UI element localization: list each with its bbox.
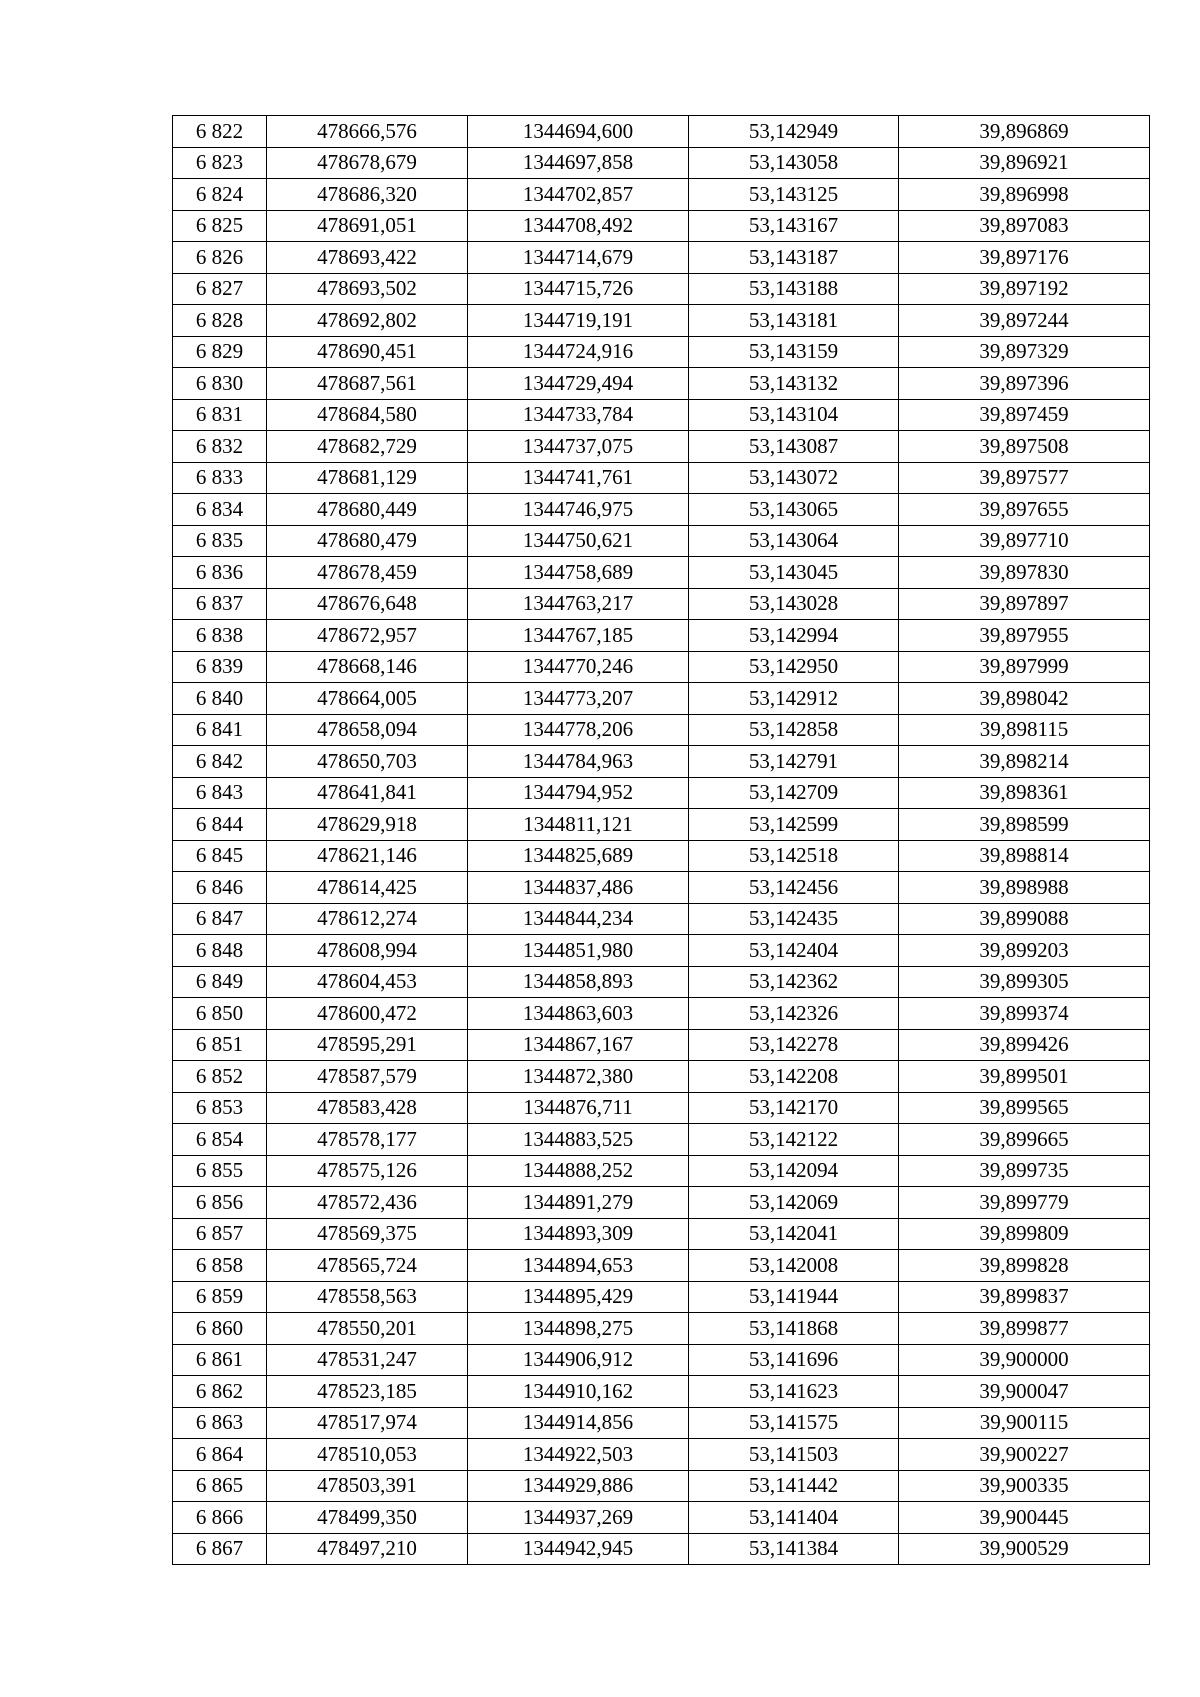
x-coordinate-cell: 478641,841 xyxy=(267,777,468,809)
x-coordinate-cell: 478691,051 xyxy=(267,210,468,242)
point-number-cell: 6 823 xyxy=(173,147,267,179)
y-coordinate-cell: 1344750,621 xyxy=(468,525,689,557)
table-row xyxy=(173,273,1150,305)
point-number-cell: 6 825 xyxy=(173,210,267,242)
point-number-cell: 6 860 xyxy=(173,1313,267,1345)
latitude-cell: 53,142362 xyxy=(689,966,899,998)
table-row xyxy=(173,683,1150,715)
latitude-cell: 53,142518 xyxy=(689,840,899,872)
longitude-cell: 39,899426 xyxy=(899,1029,1150,1061)
point-number-cell: 6 831 xyxy=(173,399,267,431)
latitude-cell: 53,143159 xyxy=(689,336,899,368)
point-number-cell: 6 848 xyxy=(173,935,267,967)
longitude-cell: 39,899203 xyxy=(899,935,1150,967)
latitude-cell: 53,143132 xyxy=(689,368,899,400)
x-coordinate-cell: 478608,994 xyxy=(267,935,468,967)
table-row xyxy=(173,494,1150,526)
longitude-cell: 39,897955 xyxy=(899,620,1150,652)
latitude-cell: 53,143064 xyxy=(689,525,899,557)
latitude-cell: 53,142435 xyxy=(689,903,899,935)
latitude-cell: 53,142404 xyxy=(689,935,899,967)
coordinates-table-body xyxy=(173,116,1150,1565)
point-number-cell: 6 867 xyxy=(173,1533,267,1565)
point-number-cell: 6 847 xyxy=(173,903,267,935)
point-number-cell: 6 861 xyxy=(173,1344,267,1376)
table-row xyxy=(173,179,1150,211)
table-row xyxy=(173,1029,1150,1061)
longitude-cell: 39,898042 xyxy=(899,683,1150,715)
x-coordinate-cell: 478658,094 xyxy=(267,714,468,746)
latitude-cell: 53,142278 xyxy=(689,1029,899,1061)
x-coordinate-cell: 478672,957 xyxy=(267,620,468,652)
table-row xyxy=(173,872,1150,904)
point-number-cell: 6 846 xyxy=(173,872,267,904)
longitude-cell: 39,900047 xyxy=(899,1376,1150,1408)
table-row xyxy=(173,336,1150,368)
longitude-cell: 39,897999 xyxy=(899,651,1150,683)
latitude-cell: 53,143167 xyxy=(689,210,899,242)
latitude-cell: 53,143058 xyxy=(689,147,899,179)
point-number-cell: 6 836 xyxy=(173,557,267,589)
x-coordinate-cell: 478583,428 xyxy=(267,1092,468,1124)
point-number-cell: 6 829 xyxy=(173,336,267,368)
y-coordinate-cell: 1344898,275 xyxy=(468,1313,689,1345)
point-number-cell: 6 866 xyxy=(173,1502,267,1534)
longitude-cell: 39,896921 xyxy=(899,147,1150,179)
point-number-cell: 6 842 xyxy=(173,746,267,778)
latitude-cell: 53,142326 xyxy=(689,998,899,1030)
longitude-cell: 39,897897 xyxy=(899,588,1150,620)
y-coordinate-cell: 1344741,761 xyxy=(468,462,689,494)
x-coordinate-cell: 478682,729 xyxy=(267,431,468,463)
table-row xyxy=(173,1281,1150,1313)
latitude-cell: 53,142122 xyxy=(689,1124,899,1156)
latitude-cell: 53,141944 xyxy=(689,1281,899,1313)
longitude-cell: 39,900115 xyxy=(899,1407,1150,1439)
point-number-cell: 6 837 xyxy=(173,588,267,620)
x-coordinate-cell: 478680,479 xyxy=(267,525,468,557)
table-row xyxy=(173,116,1150,148)
y-coordinate-cell: 1344763,217 xyxy=(468,588,689,620)
latitude-cell: 53,142456 xyxy=(689,872,899,904)
longitude-cell: 39,898988 xyxy=(899,872,1150,904)
longitude-cell: 39,898361 xyxy=(899,777,1150,809)
y-coordinate-cell: 1344702,857 xyxy=(468,179,689,211)
x-coordinate-cell: 478678,679 xyxy=(267,147,468,179)
latitude-cell: 53,141384 xyxy=(689,1533,899,1565)
longitude-cell: 39,897244 xyxy=(899,305,1150,337)
table-row xyxy=(173,1218,1150,1250)
table-row xyxy=(173,714,1150,746)
longitude-cell: 39,897396 xyxy=(899,368,1150,400)
table-row xyxy=(173,777,1150,809)
y-coordinate-cell: 1344895,429 xyxy=(468,1281,689,1313)
table-row xyxy=(173,840,1150,872)
y-coordinate-cell: 1344758,689 xyxy=(468,557,689,589)
x-coordinate-cell: 478575,126 xyxy=(267,1155,468,1187)
x-coordinate-cell: 478497,210 xyxy=(267,1533,468,1565)
y-coordinate-cell: 1344724,916 xyxy=(468,336,689,368)
point-number-cell: 6 824 xyxy=(173,179,267,211)
longitude-cell: 39,896998 xyxy=(899,179,1150,211)
x-coordinate-cell: 478572,436 xyxy=(267,1187,468,1219)
y-coordinate-cell: 1344851,980 xyxy=(468,935,689,967)
x-coordinate-cell: 478690,451 xyxy=(267,336,468,368)
point-number-cell: 6 826 xyxy=(173,242,267,274)
point-number-cell: 6 862 xyxy=(173,1376,267,1408)
table-row xyxy=(173,1533,1150,1565)
x-coordinate-cell: 478666,576 xyxy=(267,116,468,148)
y-coordinate-cell: 1344929,886 xyxy=(468,1470,689,1502)
point-number-cell: 6 822 xyxy=(173,116,267,148)
x-coordinate-cell: 478693,422 xyxy=(267,242,468,274)
x-coordinate-cell: 478517,974 xyxy=(267,1407,468,1439)
table-row xyxy=(173,651,1150,683)
table-row xyxy=(173,935,1150,967)
latitude-cell: 53,143087 xyxy=(689,431,899,463)
table-row xyxy=(173,305,1150,337)
y-coordinate-cell: 1344719,191 xyxy=(468,305,689,337)
table-row xyxy=(173,903,1150,935)
latitude-cell: 53,141868 xyxy=(689,1313,899,1345)
table-row xyxy=(173,746,1150,778)
table-row xyxy=(173,399,1150,431)
longitude-cell: 39,900000 xyxy=(899,1344,1150,1376)
table-row xyxy=(173,462,1150,494)
y-coordinate-cell: 1344708,492 xyxy=(468,210,689,242)
table-row xyxy=(173,1187,1150,1219)
latitude-cell: 53,142949 xyxy=(689,116,899,148)
point-number-cell: 6 844 xyxy=(173,809,267,841)
y-coordinate-cell: 1344867,167 xyxy=(468,1029,689,1061)
x-coordinate-cell: 478687,561 xyxy=(267,368,468,400)
latitude-cell: 53,143181 xyxy=(689,305,899,337)
longitude-cell: 39,899088 xyxy=(899,903,1150,935)
point-number-cell: 6 850 xyxy=(173,998,267,1030)
latitude-cell: 53,142008 xyxy=(689,1250,899,1282)
latitude-cell: 53,143065 xyxy=(689,494,899,526)
point-number-cell: 6 863 xyxy=(173,1407,267,1439)
y-coordinate-cell: 1344794,952 xyxy=(468,777,689,809)
point-number-cell: 6 832 xyxy=(173,431,267,463)
point-number-cell: 6 833 xyxy=(173,462,267,494)
longitude-cell: 39,899809 xyxy=(899,1218,1150,1250)
table-row xyxy=(173,1407,1150,1439)
latitude-cell: 53,142170 xyxy=(689,1092,899,1124)
x-coordinate-cell: 478531,247 xyxy=(267,1344,468,1376)
longitude-cell: 39,899837 xyxy=(899,1281,1150,1313)
y-coordinate-cell: 1344737,075 xyxy=(468,431,689,463)
point-number-cell: 6 841 xyxy=(173,714,267,746)
longitude-cell: 39,899501 xyxy=(899,1061,1150,1093)
y-coordinate-cell: 1344714,679 xyxy=(468,242,689,274)
x-coordinate-cell: 478678,459 xyxy=(267,557,468,589)
longitude-cell: 39,898814 xyxy=(899,840,1150,872)
latitude-cell: 53,141503 xyxy=(689,1439,899,1471)
latitude-cell: 53,142069 xyxy=(689,1187,899,1219)
x-coordinate-cell: 478499,350 xyxy=(267,1502,468,1534)
longitude-cell: 39,897830 xyxy=(899,557,1150,589)
y-coordinate-cell: 1344694,600 xyxy=(468,116,689,148)
point-number-cell: 6 834 xyxy=(173,494,267,526)
longitude-cell: 39,900227 xyxy=(899,1439,1150,1471)
y-coordinate-cell: 1344872,380 xyxy=(468,1061,689,1093)
y-coordinate-cell: 1344914,856 xyxy=(468,1407,689,1439)
table-row xyxy=(173,1250,1150,1282)
table-row xyxy=(173,242,1150,274)
point-number-cell: 6 857 xyxy=(173,1218,267,1250)
table-row xyxy=(173,525,1150,557)
table-row xyxy=(173,1344,1150,1376)
x-coordinate-cell: 478565,724 xyxy=(267,1250,468,1282)
y-coordinate-cell: 1344888,252 xyxy=(468,1155,689,1187)
y-coordinate-cell: 1344733,784 xyxy=(468,399,689,431)
longitude-cell: 39,897192 xyxy=(899,273,1150,305)
table-row xyxy=(173,620,1150,652)
x-coordinate-cell: 478523,185 xyxy=(267,1376,468,1408)
point-number-cell: 6 839 xyxy=(173,651,267,683)
y-coordinate-cell: 1344729,494 xyxy=(468,368,689,400)
longitude-cell: 39,897459 xyxy=(899,399,1150,431)
latitude-cell: 53,142709 xyxy=(689,777,899,809)
y-coordinate-cell: 1344883,525 xyxy=(468,1124,689,1156)
x-coordinate-cell: 478595,291 xyxy=(267,1029,468,1061)
longitude-cell: 39,898214 xyxy=(899,746,1150,778)
table-row xyxy=(173,1124,1150,1156)
x-coordinate-cell: 478578,177 xyxy=(267,1124,468,1156)
y-coordinate-cell: 1344876,711 xyxy=(468,1092,689,1124)
longitude-cell: 39,900445 xyxy=(899,1502,1150,1534)
y-coordinate-cell: 1344844,234 xyxy=(468,903,689,935)
x-coordinate-cell: 478614,425 xyxy=(267,872,468,904)
table-row xyxy=(173,368,1150,400)
x-coordinate-cell: 478629,918 xyxy=(267,809,468,841)
longitude-cell: 39,897710 xyxy=(899,525,1150,557)
x-coordinate-cell: 478612,274 xyxy=(267,903,468,935)
point-number-cell: 6 828 xyxy=(173,305,267,337)
y-coordinate-cell: 1344825,689 xyxy=(468,840,689,872)
y-coordinate-cell: 1344942,945 xyxy=(468,1533,689,1565)
point-number-cell: 6 856 xyxy=(173,1187,267,1219)
point-number-cell: 6 849 xyxy=(173,966,267,998)
latitude-cell: 53,141404 xyxy=(689,1502,899,1534)
latitude-cell: 53,143045 xyxy=(689,557,899,589)
point-number-cell: 6 852 xyxy=(173,1061,267,1093)
point-number-cell: 6 853 xyxy=(173,1092,267,1124)
table-row xyxy=(173,1502,1150,1534)
longitude-cell: 39,899305 xyxy=(899,966,1150,998)
x-coordinate-cell: 478684,580 xyxy=(267,399,468,431)
table-row xyxy=(173,431,1150,463)
longitude-cell: 39,899565 xyxy=(899,1092,1150,1124)
longitude-cell: 39,899877 xyxy=(899,1313,1150,1345)
point-number-cell: 6 845 xyxy=(173,840,267,872)
x-coordinate-cell: 478569,375 xyxy=(267,1218,468,1250)
longitude-cell: 39,900335 xyxy=(899,1470,1150,1502)
latitude-cell: 53,142041 xyxy=(689,1218,899,1250)
table-row xyxy=(173,1470,1150,1502)
table-row xyxy=(173,1313,1150,1345)
table-row xyxy=(173,1439,1150,1471)
table-row xyxy=(173,588,1150,620)
point-number-cell: 6 854 xyxy=(173,1124,267,1156)
y-coordinate-cell: 1344863,603 xyxy=(468,998,689,1030)
x-coordinate-cell: 478587,579 xyxy=(267,1061,468,1093)
y-coordinate-cell: 1344906,912 xyxy=(468,1344,689,1376)
table-row xyxy=(173,1155,1150,1187)
x-coordinate-cell: 478621,146 xyxy=(267,840,468,872)
point-number-cell: 6 840 xyxy=(173,683,267,715)
latitude-cell: 53,143187 xyxy=(689,242,899,274)
point-number-cell: 6 858 xyxy=(173,1250,267,1282)
y-coordinate-cell: 1344746,975 xyxy=(468,494,689,526)
table-row xyxy=(173,966,1150,998)
latitude-cell: 53,141442 xyxy=(689,1470,899,1502)
latitude-cell: 53,141575 xyxy=(689,1407,899,1439)
longitude-cell: 39,897083 xyxy=(899,210,1150,242)
y-coordinate-cell: 1344767,185 xyxy=(468,620,689,652)
latitude-cell: 53,143028 xyxy=(689,588,899,620)
latitude-cell: 53,142094 xyxy=(689,1155,899,1187)
x-coordinate-cell: 478550,201 xyxy=(267,1313,468,1345)
point-number-cell: 6 855 xyxy=(173,1155,267,1187)
x-coordinate-cell: 478558,563 xyxy=(267,1281,468,1313)
x-coordinate-cell: 478681,129 xyxy=(267,462,468,494)
coordinates-table xyxy=(172,115,1150,1565)
y-coordinate-cell: 1344784,963 xyxy=(468,746,689,778)
longitude-cell: 39,897329 xyxy=(899,336,1150,368)
latitude-cell: 53,141623 xyxy=(689,1376,899,1408)
latitude-cell: 53,142912 xyxy=(689,683,899,715)
latitude-cell: 53,142599 xyxy=(689,809,899,841)
longitude-cell: 39,897577 xyxy=(899,462,1150,494)
longitude-cell: 39,899779 xyxy=(899,1187,1150,1219)
y-coordinate-cell: 1344770,246 xyxy=(468,651,689,683)
x-coordinate-cell: 478600,472 xyxy=(267,998,468,1030)
y-coordinate-cell: 1344937,269 xyxy=(468,1502,689,1534)
point-number-cell: 6 865 xyxy=(173,1470,267,1502)
table-row xyxy=(173,1092,1150,1124)
latitude-cell: 53,142208 xyxy=(689,1061,899,1093)
point-number-cell: 6 843 xyxy=(173,777,267,809)
y-coordinate-cell: 1344837,486 xyxy=(468,872,689,904)
y-coordinate-cell: 1344778,206 xyxy=(468,714,689,746)
y-coordinate-cell: 1344715,726 xyxy=(468,273,689,305)
table-row xyxy=(173,1061,1150,1093)
x-coordinate-cell: 478503,391 xyxy=(267,1470,468,1502)
latitude-cell: 53,143072 xyxy=(689,462,899,494)
x-coordinate-cell: 478692,802 xyxy=(267,305,468,337)
x-coordinate-cell: 478668,146 xyxy=(267,651,468,683)
longitude-cell: 39,899374 xyxy=(899,998,1150,1030)
longitude-cell: 39,897655 xyxy=(899,494,1150,526)
longitude-cell: 39,897508 xyxy=(899,431,1150,463)
y-coordinate-cell: 1344858,893 xyxy=(468,966,689,998)
point-number-cell: 6 859 xyxy=(173,1281,267,1313)
point-number-cell: 6 851 xyxy=(173,1029,267,1061)
table-row xyxy=(173,1376,1150,1408)
table-row xyxy=(173,147,1150,179)
table-row xyxy=(173,210,1150,242)
point-number-cell: 6 835 xyxy=(173,525,267,557)
x-coordinate-cell: 478680,449 xyxy=(267,494,468,526)
x-coordinate-cell: 478510,053 xyxy=(267,1439,468,1471)
y-coordinate-cell: 1344893,309 xyxy=(468,1218,689,1250)
point-number-cell: 6 864 xyxy=(173,1439,267,1471)
latitude-cell: 53,142994 xyxy=(689,620,899,652)
y-coordinate-cell: 1344910,162 xyxy=(468,1376,689,1408)
longitude-cell: 39,898599 xyxy=(899,809,1150,841)
longitude-cell: 39,900529 xyxy=(899,1533,1150,1565)
table-row xyxy=(173,809,1150,841)
longitude-cell: 39,899828 xyxy=(899,1250,1150,1282)
y-coordinate-cell: 1344773,207 xyxy=(468,683,689,715)
x-coordinate-cell: 478693,502 xyxy=(267,273,468,305)
latitude-cell: 53,141696 xyxy=(689,1344,899,1376)
point-number-cell: 6 838 xyxy=(173,620,267,652)
x-coordinate-cell: 478604,453 xyxy=(267,966,468,998)
latitude-cell: 53,143188 xyxy=(689,273,899,305)
latitude-cell: 53,142791 xyxy=(689,746,899,778)
longitude-cell: 39,896869 xyxy=(899,116,1150,148)
y-coordinate-cell: 1344811,121 xyxy=(468,809,689,841)
x-coordinate-cell: 478686,320 xyxy=(267,179,468,211)
longitude-cell: 39,899665 xyxy=(899,1124,1150,1156)
longitude-cell: 39,897176 xyxy=(899,242,1150,274)
table-row xyxy=(173,557,1150,589)
x-coordinate-cell: 478664,005 xyxy=(267,683,468,715)
latitude-cell: 53,143104 xyxy=(689,399,899,431)
latitude-cell: 53,142950 xyxy=(689,651,899,683)
point-number-cell: 6 827 xyxy=(173,273,267,305)
y-coordinate-cell: 1344922,503 xyxy=(468,1439,689,1471)
point-number-cell: 6 830 xyxy=(173,368,267,400)
y-coordinate-cell: 1344891,279 xyxy=(468,1187,689,1219)
x-coordinate-cell: 478676,648 xyxy=(267,588,468,620)
x-coordinate-cell: 478650,703 xyxy=(267,746,468,778)
latitude-cell: 53,143125 xyxy=(689,179,899,211)
y-coordinate-cell: 1344894,653 xyxy=(468,1250,689,1282)
y-coordinate-cell: 1344697,858 xyxy=(468,147,689,179)
longitude-cell: 39,899735 xyxy=(899,1155,1150,1187)
longitude-cell: 39,898115 xyxy=(899,714,1150,746)
table-row xyxy=(173,998,1150,1030)
latitude-cell: 53,142858 xyxy=(689,714,899,746)
